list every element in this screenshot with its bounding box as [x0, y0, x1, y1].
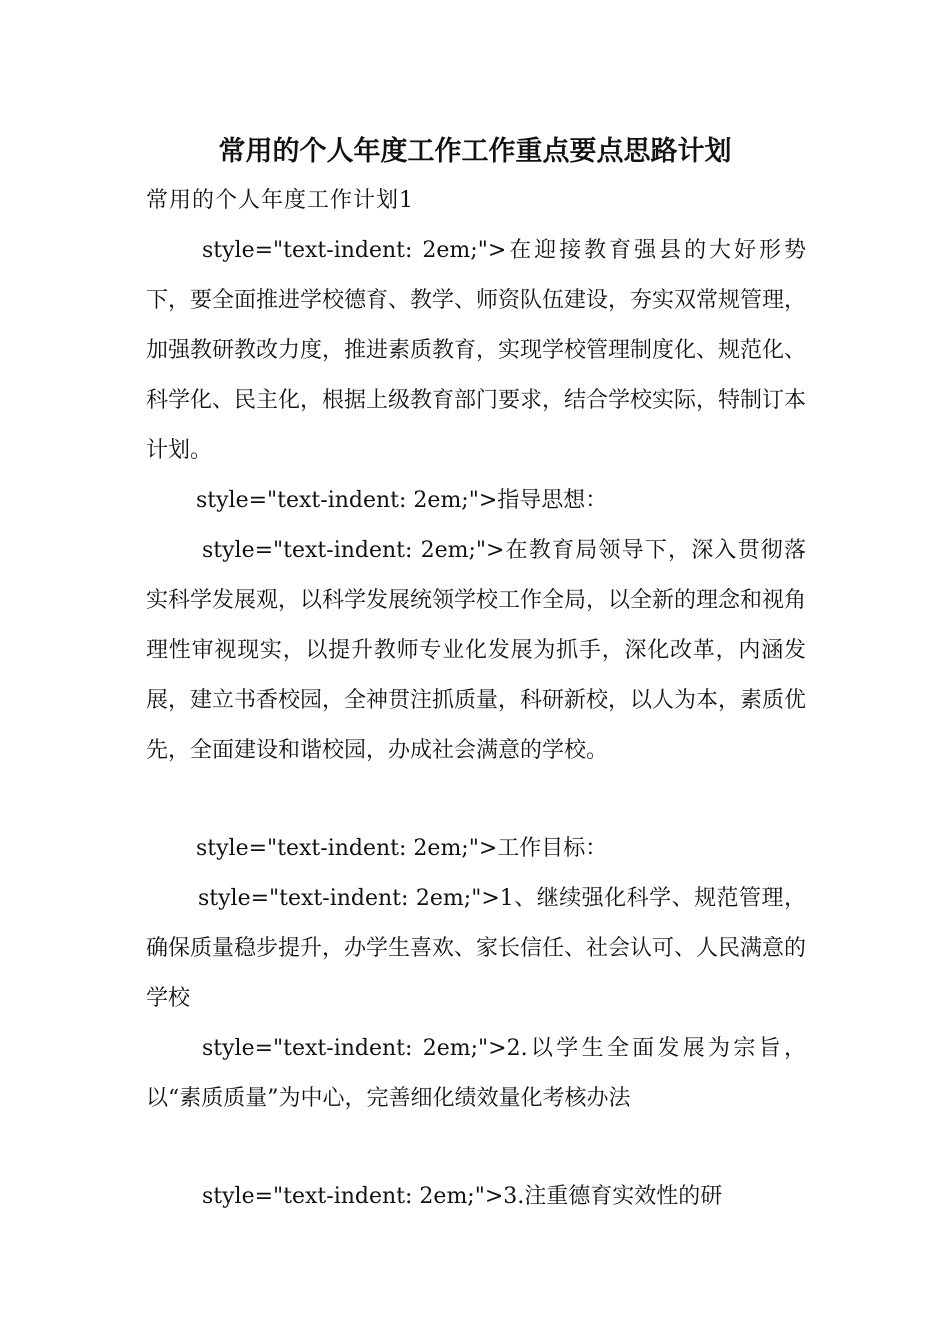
- paragraph-goal-2: style="text-indent: 2em;">2.以学生全面发展为宗旨，以“素质质量”为中心，完善细化绩效量化考核办法: [146, 1036, 806, 1111]
- section-heading-work-goals: style="text-indent: 2em;">工作目标：: [196, 836, 608, 861]
- paragraph-goal-3: style="text-indent: 2em;">3.注重德育实效性的研: [202, 1184, 723, 1209]
- paragraph-guiding-ideology: style="text-indent: 2em;">在教育局领导下，深入贯彻落实科学发展观，以科学发展统领学校工作全局，以全新的理念和视角理性审视现实，以提升教师专业化发展为抓手，深化改革，内涵发展，建立书香校园，全神贯注抓质量，科研新校，以人为本，素质优先，全面建设和谐校园，办成社会满意的学校。: [146, 538, 807, 763]
- section-heading-guiding-ideology: style="text-indent: 2em;">指导思想：: [196, 488, 608, 513]
- document-subtitle: 常用的个人年度工作计划1: [146, 188, 414, 213]
- paragraph-1: style="text-indent: 2em;">在迎接教育强县的大好形势下，要全面推进学校德育、教学、师资队伍建设，夯实双常规管理，加强教研教改力度，推进素质教育，实现学校管理制度化、规范化、科学化、民主化，根据上级教育部门要求，结合学校实际，特制订本计划。: [146, 238, 807, 463]
- document-title: 常用的个人年度工作工作重点要点思路计划: [218, 136, 732, 167]
- paragraph-goal-1: style="text-indent: 2em;">1、继续强化科学、规范管理，确保质量稳步提升，办学生喜欢、家长信任、社会认可、人民满意的学校: [146, 886, 807, 1011]
